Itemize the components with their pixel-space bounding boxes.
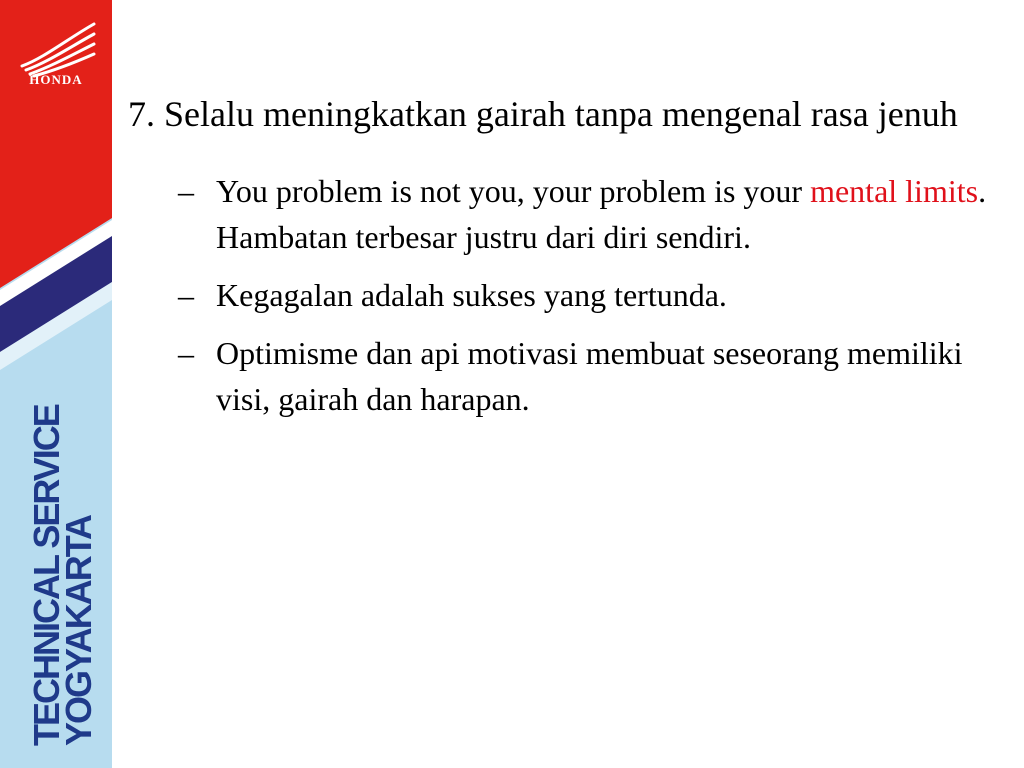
dash-marker: – — [178, 277, 194, 313]
technical-service-text: TECHNICAL SERVICE — [26, 405, 67, 746]
bullet-item — [178, 330, 1008, 422]
bullet-text: Optimisme dan api motivasi membuat seseorang memiliki visi, gairah dan harapan. — [216, 335, 963, 417]
bullet-text: Kegagalan adalah sukses yang tertunda. — [216, 277, 727, 313]
sidebar — [0, 0, 112, 768]
bullet-text: . Hambatan terbesar justru dari diri sendiri. — [216, 173, 987, 255]
slide-heading: 7. Selalu meningkatkan gairah tanpa mengenal rasa jenuh — [128, 94, 958, 134]
dash-marker: – — [178, 335, 194, 371]
highlight-text: mental limits — [810, 173, 979, 209]
bullet-item — [178, 272, 1008, 318]
slide-content — [128, 88, 1008, 434]
bullet-item — [178, 168, 1008, 260]
honda-logo-text: HONDA — [29, 72, 83, 87]
bullet-text: You problem is not you, your problem is your — [216, 173, 811, 209]
dash-marker: – — [178, 173, 194, 209]
yogyakarta-text: YOGYAKARTA — [58, 515, 99, 746]
bullet-list — [128, 168, 1008, 422]
